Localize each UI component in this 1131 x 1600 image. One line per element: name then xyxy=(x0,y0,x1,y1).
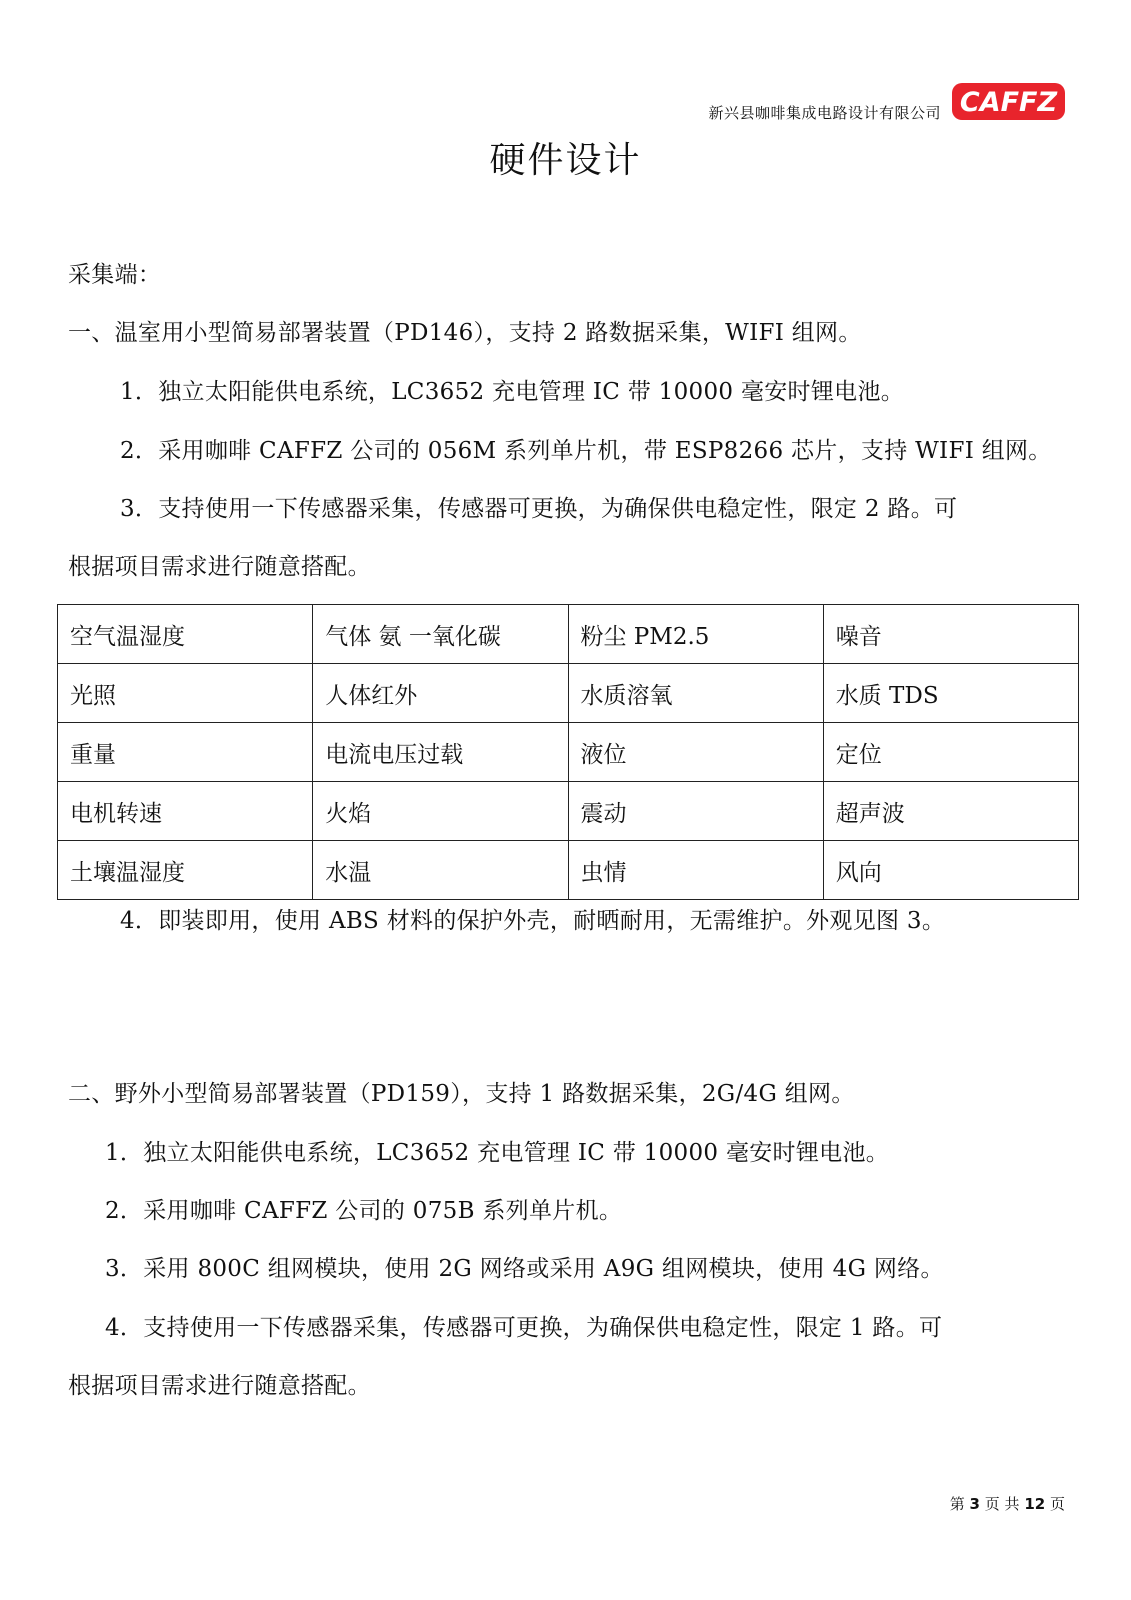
table-cell: 虫情 xyxy=(568,841,823,900)
table-cell: 震动 xyxy=(568,782,823,841)
table-cell: 风向 xyxy=(823,841,1078,900)
footer-total-pages: 12 xyxy=(1024,1495,1046,1513)
svg-text:CAFFZ: CAFFZ xyxy=(959,87,1058,118)
footer-mid: 页 共 xyxy=(984,1495,1020,1513)
section-label: 采集端： xyxy=(68,262,162,288)
footer-page-number: 3 xyxy=(969,1495,980,1513)
section2-heading: 二、野外小型简易部署装置（PD159），支持 1 路数据采集，2G/4G 组网。 xyxy=(68,1081,855,1107)
section1-item-3-continued: 根据项目需求进行随意搭配。 xyxy=(68,554,371,580)
section2-item-3: 3．采用 800C 组网模块，使用 2G 网络或采用 A9G 组网模块，使用 4G 网络。 xyxy=(105,1256,944,1282)
section2-item-2: 2．采用咖啡 CAFFZ 公司的 075B 系列单片机。 xyxy=(105,1198,623,1224)
section1-heading: 一、温室用小型简易部署装置（PD146），支持 2 路数据采集，WIFI 组网。 xyxy=(68,320,862,346)
table-cell: 人体红外 xyxy=(313,664,568,723)
table-cell: 超声波 xyxy=(823,782,1078,841)
table-cell: 电机转速 xyxy=(58,782,313,841)
table-cell: 水质溶氧 xyxy=(568,664,823,723)
table-cell: 液位 xyxy=(568,723,823,782)
table-cell: 水质 TDS xyxy=(823,664,1078,723)
section1-item-1: 1．独立太阳能供电系统，LC3652 充电管理 IC 带 10000 毫安时锂电池。 xyxy=(120,379,905,405)
table-cell: 土壤温湿度 xyxy=(58,841,313,900)
section2-item-4-continued: 根据项目需求进行随意搭配。 xyxy=(68,1373,371,1399)
table-row xyxy=(58,605,1079,664)
table-cell: 粉尘 PM2.5 xyxy=(568,605,823,664)
table-cell: 气体 氨 一氧化碳 xyxy=(313,605,568,664)
table-cell: 空气温湿度 xyxy=(58,605,313,664)
table-row xyxy=(58,723,1079,782)
table-cell: 定位 xyxy=(823,723,1078,782)
page-title: 硬件设计 xyxy=(489,140,642,181)
table-cell: 光照 xyxy=(58,664,313,723)
table-cell: 水温 xyxy=(313,841,568,900)
section2-item-1: 1．独立太阳能供电系统，LC3652 充电管理 IC 带 10000 毫安时锂电池。 xyxy=(105,1140,890,1166)
table-cell: 电流电压过载 xyxy=(313,723,568,782)
section2-item-4: 4．支持使用一下传感器采集，传感器可更换，为确保供电稳定性，限定 1 路。可 xyxy=(105,1315,943,1341)
page-footer xyxy=(900,1493,1065,1514)
table-row xyxy=(58,841,1079,900)
caffz-logo xyxy=(952,83,1065,120)
sensor-table xyxy=(57,604,1079,900)
table-cell: 火焰 xyxy=(313,782,568,841)
section1-item-4: 4．即装即用，使用 ABS 材料的保护外壳，耐晒耐用，无需维护。外观见图 3。 xyxy=(120,908,946,934)
section1-item-2: 2．采用咖啡 CAFFZ 公司的 056M 系列单片机，带 ESP8266 芯片，支持 WIFI 组网。 xyxy=(120,438,1052,464)
table-row xyxy=(58,782,1079,841)
footer-prefix: 第 xyxy=(949,1495,965,1513)
header-company-name: 新兴县咖啡集成电路设计有限公司 xyxy=(708,104,941,122)
table-cell: 噪音 xyxy=(823,605,1078,664)
table-cell: 重量 xyxy=(58,723,313,782)
footer-suffix: 页 xyxy=(1049,1495,1065,1513)
section1-item-3: 3．支持使用一下传感器采集，传感器可更换，为确保供电稳定性，限定 2 路。可 xyxy=(120,496,958,522)
table-row xyxy=(58,664,1079,723)
